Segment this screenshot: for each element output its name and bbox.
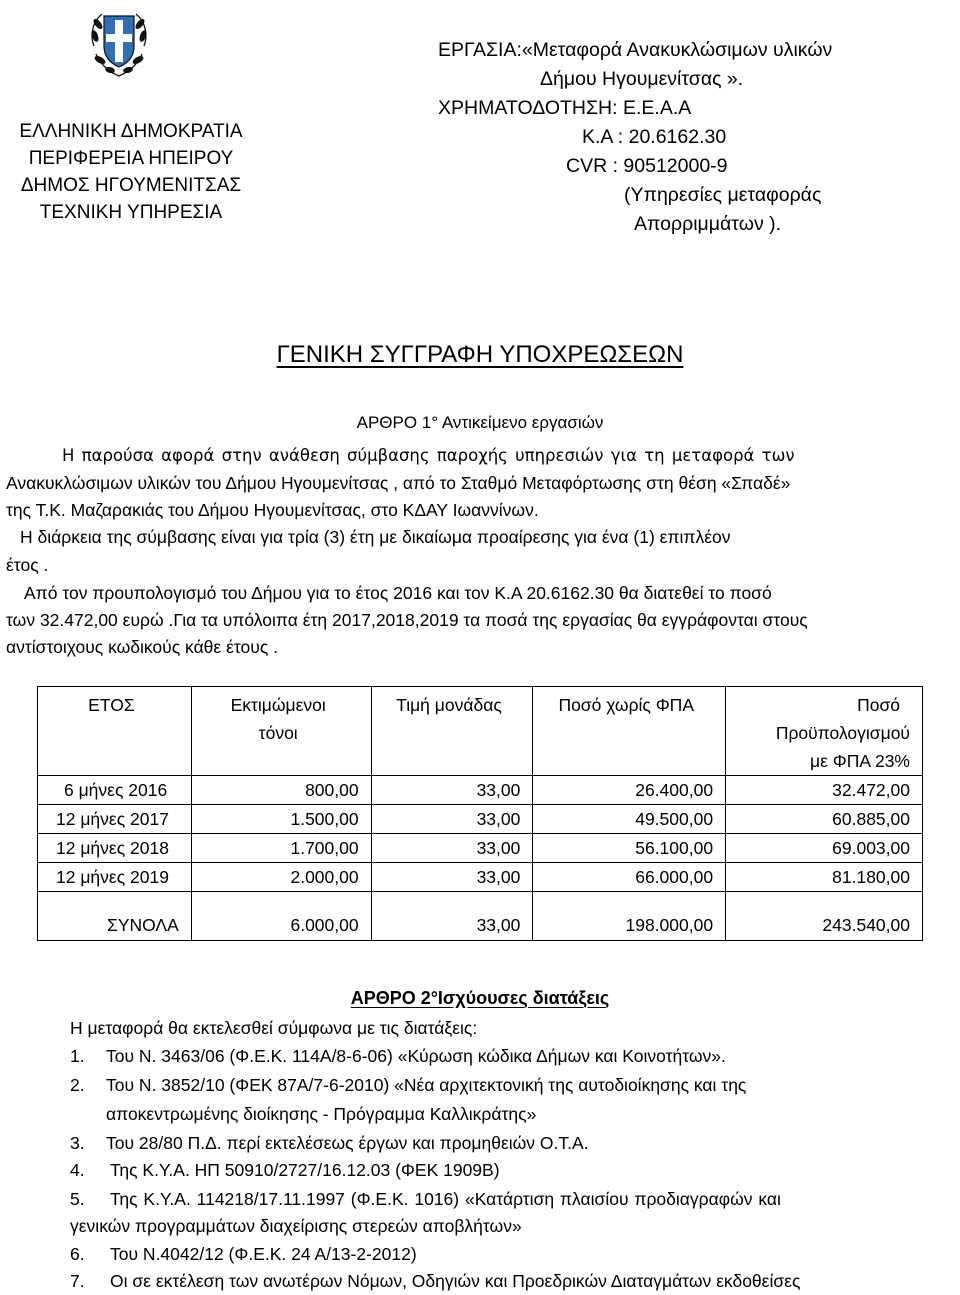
project-line: (Υπηρεσίες μεταφοράς <box>624 184 822 206</box>
table-cell: 26.400,00 <box>533 776 726 805</box>
budget-table <box>37 686 923 941</box>
list-item-continuation: αποκεντρωμένης διοίκησης - Πρόγραμμα Καλλικράτης» <box>106 1104 537 1124</box>
table-cell: 69.003,00 <box>726 834 923 863</box>
list-item-number: 6. <box>70 1244 85 1264</box>
project-line: ΕΡΓΑΣΙΑ:«Μεταφορά Ανακυκλώσιμων υλικών <box>438 39 833 61</box>
table-cell: 33,00 <box>371 834 533 863</box>
article-1-line: έτος . <box>6 555 49 575</box>
list-item: Της Κ.Υ.Α. ΗΠ 50910/2727/16.12.03 (ΦΕΚ 1909Β) <box>110 1160 500 1180</box>
project-line: CVR : 90512000-9 <box>566 155 728 177</box>
article-2-heading: ΑΡΘΡΟ 2°Ισχύουσες διατάξεις <box>350 988 610 1008</box>
greek-republic-seal-icon <box>84 6 154 78</box>
table-cell: 12 μήνες 2018 <box>38 834 192 863</box>
project-line: ΧΡΗΜΑΤΟΔΟΤΗΣΗ: Ε.Ε.Α.Α <box>438 97 692 119</box>
table-row <box>38 863 923 892</box>
table-row <box>38 805 923 834</box>
table-row <box>38 834 923 863</box>
table-cell: 33,00 <box>371 805 533 834</box>
list-item: Του 28/80 Π.Δ. περί εκτελέσεως έργων και προμηθειών Ο.Τ.Α. <box>106 1133 589 1153</box>
article-1-line: της Τ.Κ. Μαζαρακιάς του Δήμου Ηγουμενίτσας, στο ΚΔΑΥ Ιωαννίνων. <box>6 500 539 520</box>
table-header-cell: Ποσό χωρίς ΦΠΑ <box>533 687 726 776</box>
list-item: Του Ν. 3463/06 (Φ.Ε.Κ. 114Α/8-6-06) «Κύρωση κώδικα Δήμων και Κοινοτήτων». <box>106 1046 726 1066</box>
table-cell: 2.000,00 <box>191 863 371 892</box>
table-total-row <box>38 910 923 941</box>
list-item: Της Κ.Υ.Α. 114218/17.11.1997 (Φ.Ε.Κ. 1016) «Κατάρτιση πλαισίου προδιαγραφών και <box>110 1189 781 1209</box>
list-item-number: 2. <box>70 1075 85 1095</box>
list-item: Οι σε εκτέλεση των ανωτέρων Νόμων, Οδηγιών και Προεδρικών Διαταγμάτων εκδοθείσες <box>110 1271 801 1291</box>
table-header-cell: Τιμή μονάδας <box>371 687 533 776</box>
article-2-intro: Η μεταφορά θα εκτελεσθεί σύμφωνα με τις διατάξεις: <box>70 1018 478 1038</box>
list-item-number: 4. <box>70 1160 85 1180</box>
table-cell: 1.700,00 <box>191 834 371 863</box>
table-cell: 6.000,00 <box>191 910 371 941</box>
table-cell: 60.885,00 <box>726 805 923 834</box>
article-1-line: Από τον προυπολογισμό του Δήμου για το έτος 2016 και τον Κ.Α 20.6162.30 θα διατεθεί το ποσό <box>24 583 772 603</box>
issuer-line: ΤΕΧΝΙΚΗ ΥΠΗΡΕΣΙΑ <box>39 202 223 223</box>
article-1-line: των 32.472,00 ευρώ .Για τα υπόλοιπα έτη 2017,2018,2019 τα ποσά της εργασίας θα εγγράφονται στους <box>6 610 808 630</box>
table-cell: 1.500,00 <box>191 805 371 834</box>
table-cell: 32.472,00 <box>726 776 923 805</box>
table-cell: 12 μήνες 2017 <box>38 805 192 834</box>
table-cell: 33,00 <box>371 863 533 892</box>
table-cell: 33,00 <box>371 776 533 805</box>
table-header-cell: Ποσό Προϋπολογισμού με ΦΠΑ 23% <box>726 687 923 776</box>
table-cell: 243.540,00 <box>726 910 923 941</box>
table-cell: 198.000,00 <box>533 910 726 941</box>
project-line: Κ.Α : 20.6162.30 <box>582 126 727 148</box>
table-cell: ΣΥΝΟΛΑ <box>38 910 192 941</box>
project-line: Απορριμμάτων ). <box>634 213 782 235</box>
list-item: Του Ν. 3852/10 (ΦΕΚ 87Α/7-6-2010) «Νέα αρχιτεκτονική της αυτοδιοίκησης και της <box>106 1075 747 1095</box>
list-item-number: 3. <box>70 1133 85 1153</box>
article-1-heading: ΑΡΘΡΟ 1° Αντικείμενο εργασιών <box>356 413 604 432</box>
list-item-number: 1. <box>70 1046 85 1066</box>
table-cell: 66.000,00 <box>533 863 726 892</box>
table-header-cell: Εκτιμώμενοι τόνοι <box>191 687 371 776</box>
table-row <box>38 776 923 805</box>
table-cell: 56.100,00 <box>533 834 726 863</box>
article-1-line: αντίστοιχους κωδικούς κάθε έτους . <box>6 637 279 657</box>
list-item: Του Ν.4042/12 (Φ.Ε.Κ. 24 Α/13-2-2012) <box>110 1244 417 1264</box>
table-cell: 12 μήνες 2019 <box>38 863 192 892</box>
table-header-cell: ΕΤΟΣ <box>38 687 192 776</box>
issuer-line: ΠΕΡΙΦΕΡΕΙΑ ΗΠΕΙΡΟΥ <box>28 148 234 169</box>
list-item-number: 5. <box>70 1189 85 1209</box>
article-1-line: Ανακυκλώσιμων υλικών του Δήμου Ηγουμενίτσας , από το Σταθμό Μεταφόρτωσης στη θέση «Σπαδέ» <box>6 473 791 493</box>
project-line: Δήμου Ηγουμενίτσας ». <box>540 68 744 90</box>
list-item-number: 7. <box>70 1271 85 1291</box>
table-cell: 6 μήνες 2016 <box>38 776 192 805</box>
list-item-continuation: γενικών προγραμμάτων διαχείρισης στερεών αποβλήτων» <box>70 1216 522 1236</box>
document-title: ΓΕΝΙΚΗ ΣΥΓΓΡΑΦΗ ΥΠΟΧΡΕΩΣΕΩΝ <box>276 341 684 368</box>
issuer-line: ΔΗΜΟΣ ΗΓΟΥΜΕΝΙΤΣΑΣ <box>20 175 242 196</box>
issuer-block <box>6 118 256 226</box>
table-spacer-row <box>38 892 923 911</box>
table-cell: 33,00 <box>371 910 533 941</box>
table-header-row <box>38 687 923 776</box>
table-cell: 800,00 <box>191 776 371 805</box>
table-cell: 49.500,00 <box>533 805 726 834</box>
table-cell: 81.180,00 <box>726 863 923 892</box>
article-1-line: Η παρούσα αφορά στην ανάθεση σύμβασης παροχής υπηρεσιών για τη μεταφορά των <box>62 446 795 465</box>
article-1-line: Η διάρκεια της σύμβασης είναι για τρία (3) έτη με δικαίωμα προαίρεσης για ένα (1) επιπλέον <box>20 527 731 547</box>
issuer-line: ΕΛΛΗΝΙΚΗ ΔΗΜΟΚΡΑΤΙΑ <box>19 121 243 142</box>
